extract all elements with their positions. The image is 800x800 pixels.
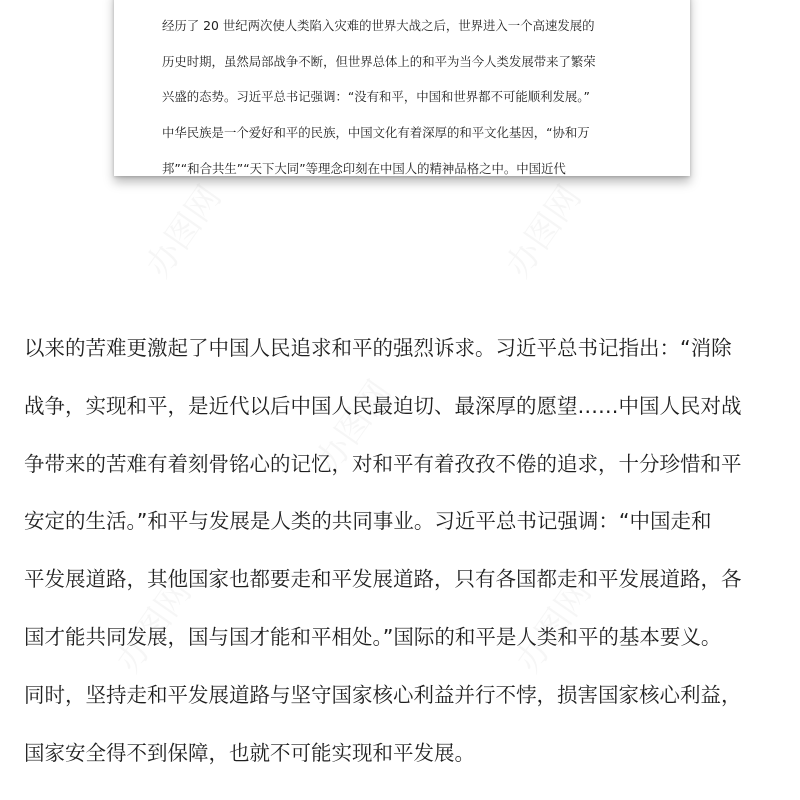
main-paragraph xyxy=(24,320,784,782)
watermark: 办图网 xyxy=(498,178,590,285)
card-paragraph xyxy=(162,8,662,186)
card-text-line: 中华民族是一个爱好和平的民族，中国文化有着深厚的和平文化基因，“协和万 xyxy=(162,125,590,141)
watermark: 办图网 xyxy=(308,373,400,480)
body-text-line: 国才能共同发展，国与国才能和平相处。”国际的和平是人类和平的基本要义。 xyxy=(24,624,722,649)
watermark: 办图网 xyxy=(508,573,600,680)
body-text-line: 同时，坚持走和平发展道路与坚守国家核心利益并行不悖，损害国家核心利益， xyxy=(24,682,742,707)
watermark: 办图网 xyxy=(138,178,230,285)
body-text-line: 国家安全得不到保障，也就不可能实现和平发展。 xyxy=(24,740,475,765)
body-text-line: 安定的生活。”和平与发展是人类的共同事业。习近平总书记强调：“中国走和 xyxy=(24,509,712,534)
body-text-line: 以来的苦难更激起了中国人民追求和平的强烈诉求。习近平总书记指出：“消除 xyxy=(24,336,732,360)
watermark: 办图网 xyxy=(108,573,200,680)
document-card xyxy=(114,0,690,176)
card-text-line: 兴盛的态势。习近平总书记强调：“没有和平，中国和世界都不可能顺利发展。” xyxy=(162,89,590,105)
body-text-line: 平发展道路，其他国家也都要走和平发展道路，只有各国都走和平发展道路，各 xyxy=(24,567,742,592)
body-text-line: 战争，实现和平，是近代以后中国人民最迫切、最深厚的愿望……中国人民对战 xyxy=(24,393,742,418)
card-text-line: 邦”“和合共生”“天下大同”等理念印刻在中国人的精神品格之中。中国近代 xyxy=(162,160,566,176)
card-text-line: 经历了 20 世纪两次使人类陷入灾难的世界大战之后，世界进入一个高速发展的 xyxy=(162,18,595,33)
body-text-line: 争带来的苦难有着刻骨铭心的记忆，对和平有着孜孜不倦的追求，十分珍惜和平 xyxy=(24,451,742,476)
card-text-line: 历史时期，虽然局部战争不断，但世界总体上的和平为当今人类发展带来了繁荣 xyxy=(162,53,596,69)
